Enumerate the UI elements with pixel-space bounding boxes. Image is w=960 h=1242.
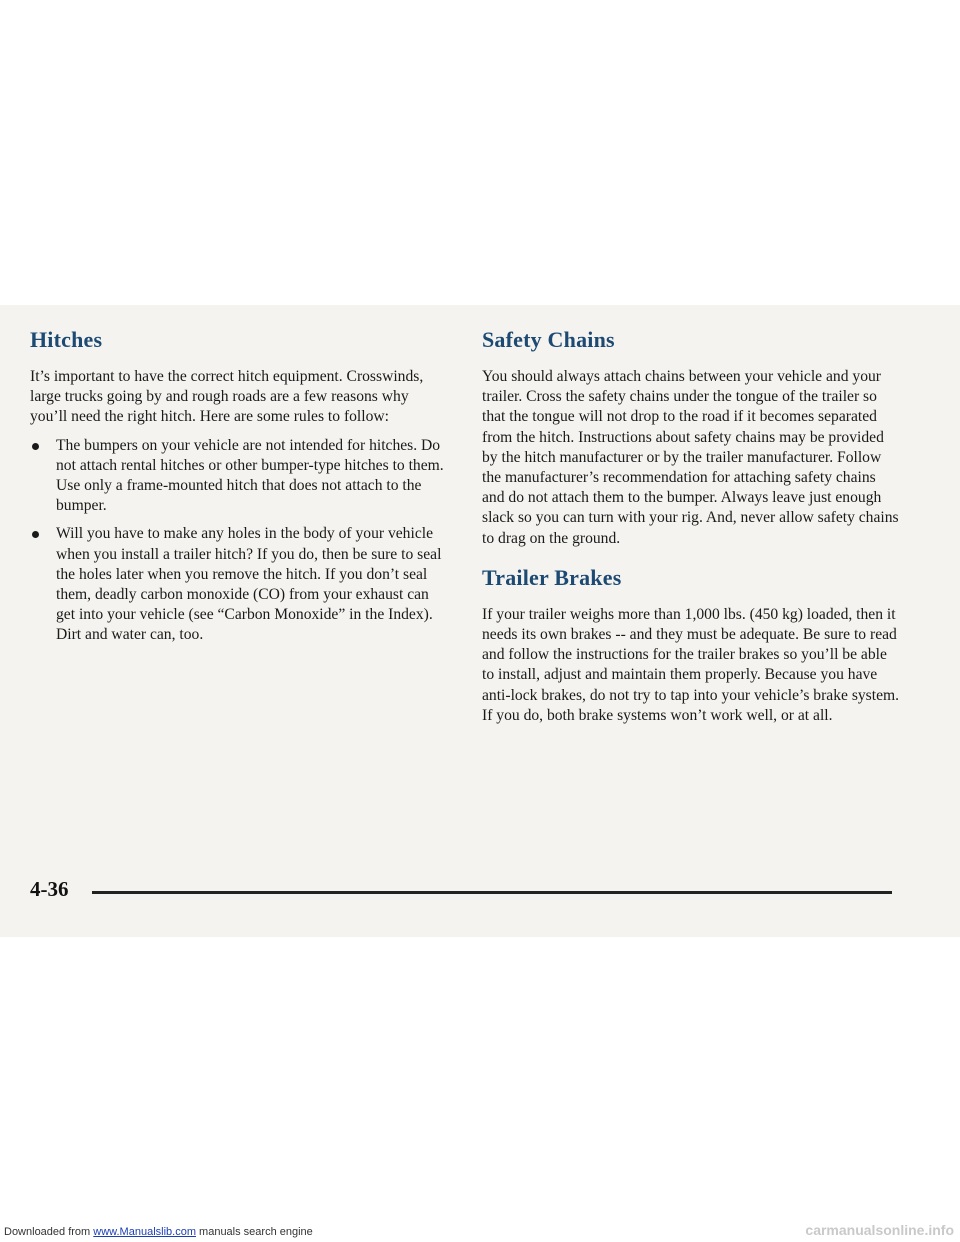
download-suffix: manuals search engine bbox=[195, 1226, 313, 1238]
watermark-text: carmanualsonline.info bbox=[805, 1222, 954, 1238]
bullet-icon bbox=[32, 443, 39, 450]
bullet-icon bbox=[32, 531, 39, 538]
trailer-brakes-text: If your trailer weighs more than 1,000 lbs. (450 kg) loaded, then it needs its own brakes -- and they must be adequate. Be sure to read and follow the instructions for the trailer brakes so you’ll be able to install, adjust and maintain them properly. Because you have anti-lock brakes, do not try to tap into your vehicle’s brake system. If you do, both brake systems won’t work well, or at all. bbox=[482, 605, 900, 724]
left-column bbox=[30, 327, 448, 654]
manual-page bbox=[0, 305, 960, 937]
list-item bbox=[30, 436, 448, 517]
manualslib-link[interactable]: www.Manualslib.com bbox=[93, 1226, 196, 1238]
section-heading-hitches: Hitches bbox=[30, 327, 103, 352]
page-number: 4-36 bbox=[30, 877, 69, 901]
section-heading-safety-chains: Safety Chains bbox=[482, 327, 615, 352]
list-item-text: The bumpers on your vehicle are not intended for hitches. Do not attach rental hitches or other bumper-type hitches to them. Use only a frame-mounted hitch that does not attach to the bumper. bbox=[56, 436, 444, 515]
list-item-text: Will you have to make any holes in the body of your vehicle when you install a trailer hitch? If you do, then be sure to seal the holes later when you remove the hitch. If you don’t seal them, deadly carbon monoxide (CO) from your exhaust can get into your vehicle (see “Carbon Monoxide” in the Index). Dirt and water can, too. bbox=[56, 525, 442, 644]
download-source-line bbox=[4, 1226, 313, 1238]
section-heading-trailer-brakes: Trailer Brakes bbox=[482, 564, 622, 590]
list-item bbox=[30, 524, 448, 645]
hitch-rules-list bbox=[30, 436, 448, 646]
hitches-intro: It’s important to have the correct hitch equipment. Crosswinds, large trucks going by and rough roads are a few reasons why you’ll need the right hitch. Here are some rules to follow: bbox=[30, 368, 424, 426]
footer-rule bbox=[92, 891, 892, 894]
safety-chains-text: You should always attach chains between your vehicle and your trailer. Cross the safety chains under the tongue of the trailer so that the tongue will not drop to the road if it becomes separated from the hitch. Instructions about safety chains may be provided by the hitch manufacturer or by the trailer manufacturer. Follow the manufacturer’s recommendation for attaching safety chains and do not attach them to the bumper. Always leave just enough slack so you can turn with your rig. And, never allow safety chains to drag on the ground. bbox=[482, 368, 899, 547]
right-column bbox=[482, 327, 902, 726]
download-prefix: Downloaded from bbox=[4, 1226, 94, 1238]
